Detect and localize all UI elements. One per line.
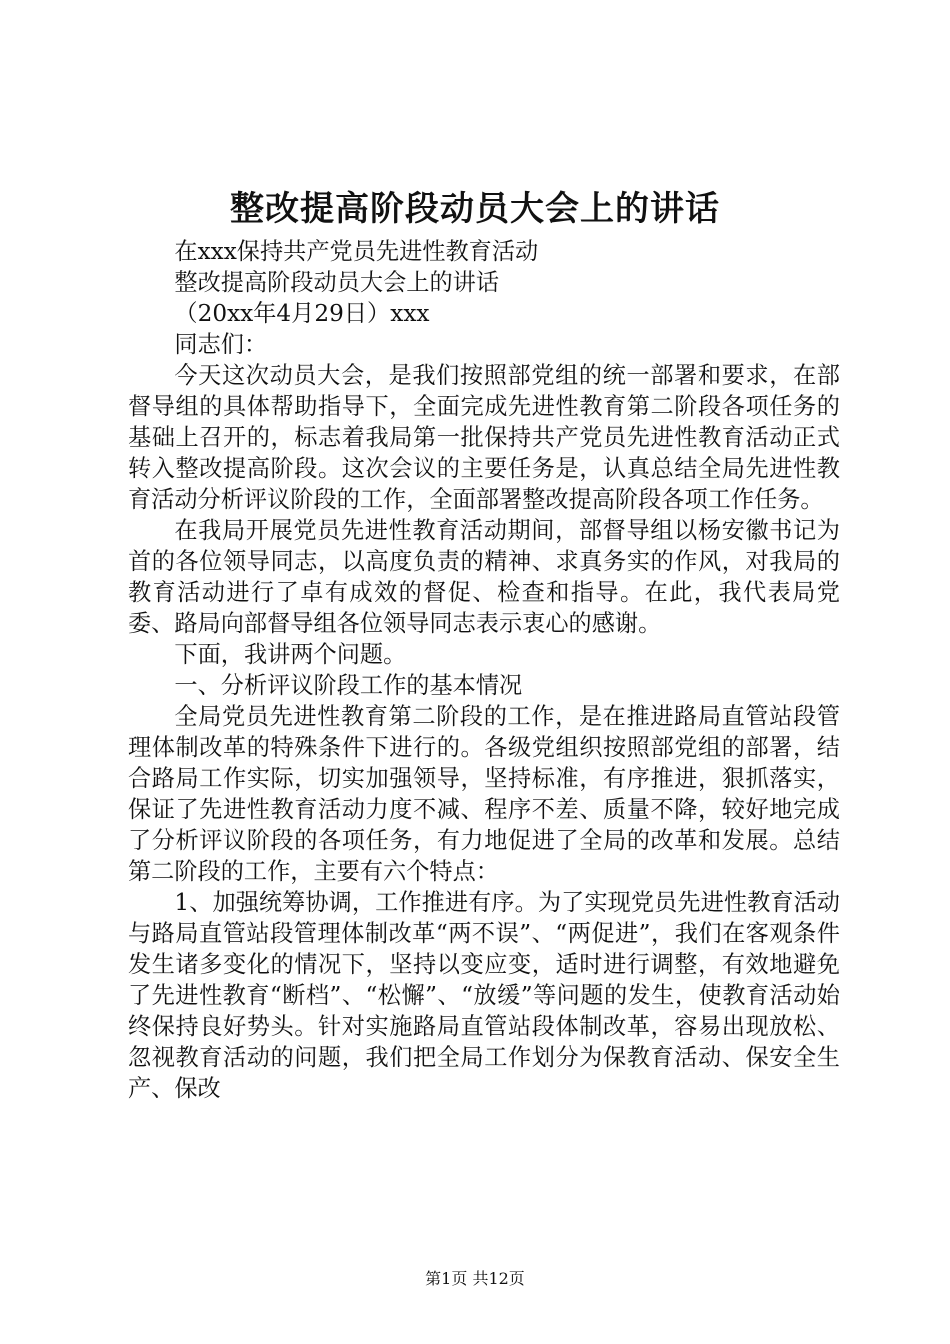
section-heading: 一、分析评议阶段工作的基本情况 xyxy=(174,672,523,699)
subtitle-line-1: 在xxx保持共产党员先进性教育活动 xyxy=(174,238,539,265)
document-title: 整改提高阶段动员大会上的讲话 xyxy=(230,189,720,229)
paragraph: 下面，我讲两个问题。 xyxy=(174,641,407,668)
paragraph: 1、加强统筹协调，工作推进有序。为了实现党员先进性教育活动与路局直管站段管理体制改革“两不误”、“两促进”，我们在客观条件发生诸多变化的情况下，坚持以变应变，适时进行调整，有效地避免了先进性教育“断档”、“松懈”、“放缓”等问题的发生，使教育活动始终保持良好势头。针对实施路局直管站段体制改革，容易出现放松、忽视教育活动的问题，我们把全局工作划分为保教育活动、保安全生产、保改 xyxy=(128,889,840,1102)
paragraph: 全局党员先进性教育第二阶段的工作，是在推进路局直管站段管理体制改革的特殊条件下进行的。各级党组织按照部党组的部署，结合路局工作实际，切实加强领导，坚持标准，有序推进，狠抓落实，保证了先进性教育活动力度不减、程序不差、质量不降，较好地完成了分析评议阶段的各项任务，有力地促进了全局的改革和发展。总结第二阶段的工作，主要有六个特点： xyxy=(128,703,840,885)
paragraph: 在我局开展党员先进性教育活动期间，部督导组以杨安徽书记为首的各位领导同志，以高度负责的精神、求真务实的作风，对我局的教育活动进行了卓有成效的督促、检查和指导。在此，我代表局党委、路局向部督导组各位领导同志表示衷心的感谢。 xyxy=(128,517,840,637)
date-author-line: （20xx年4月29日）xxx xyxy=(174,300,430,327)
subtitle-line-2: 整改提高阶段动员大会上的讲话 xyxy=(174,269,500,296)
paragraph: 今天这次动员大会，是我们按照部党组的统一部署和要求，在部督导组的具体帮助指导下，全面完成先进性教育第二阶段各项任务的基础上召开的，标志着我局第一批保持共产党员先进性教育活动正式转入整改提高阶段。这次会议的主要任务是，认真总结全局先进性教育活动分析评议阶段的工作，全面部署整改提高阶段各项工作任务。 xyxy=(128,362,840,513)
salutation: 同志们： xyxy=(174,331,268,358)
page-footer: 第1页 共12页 xyxy=(425,1269,525,1288)
document-body xyxy=(128,236,840,1104)
